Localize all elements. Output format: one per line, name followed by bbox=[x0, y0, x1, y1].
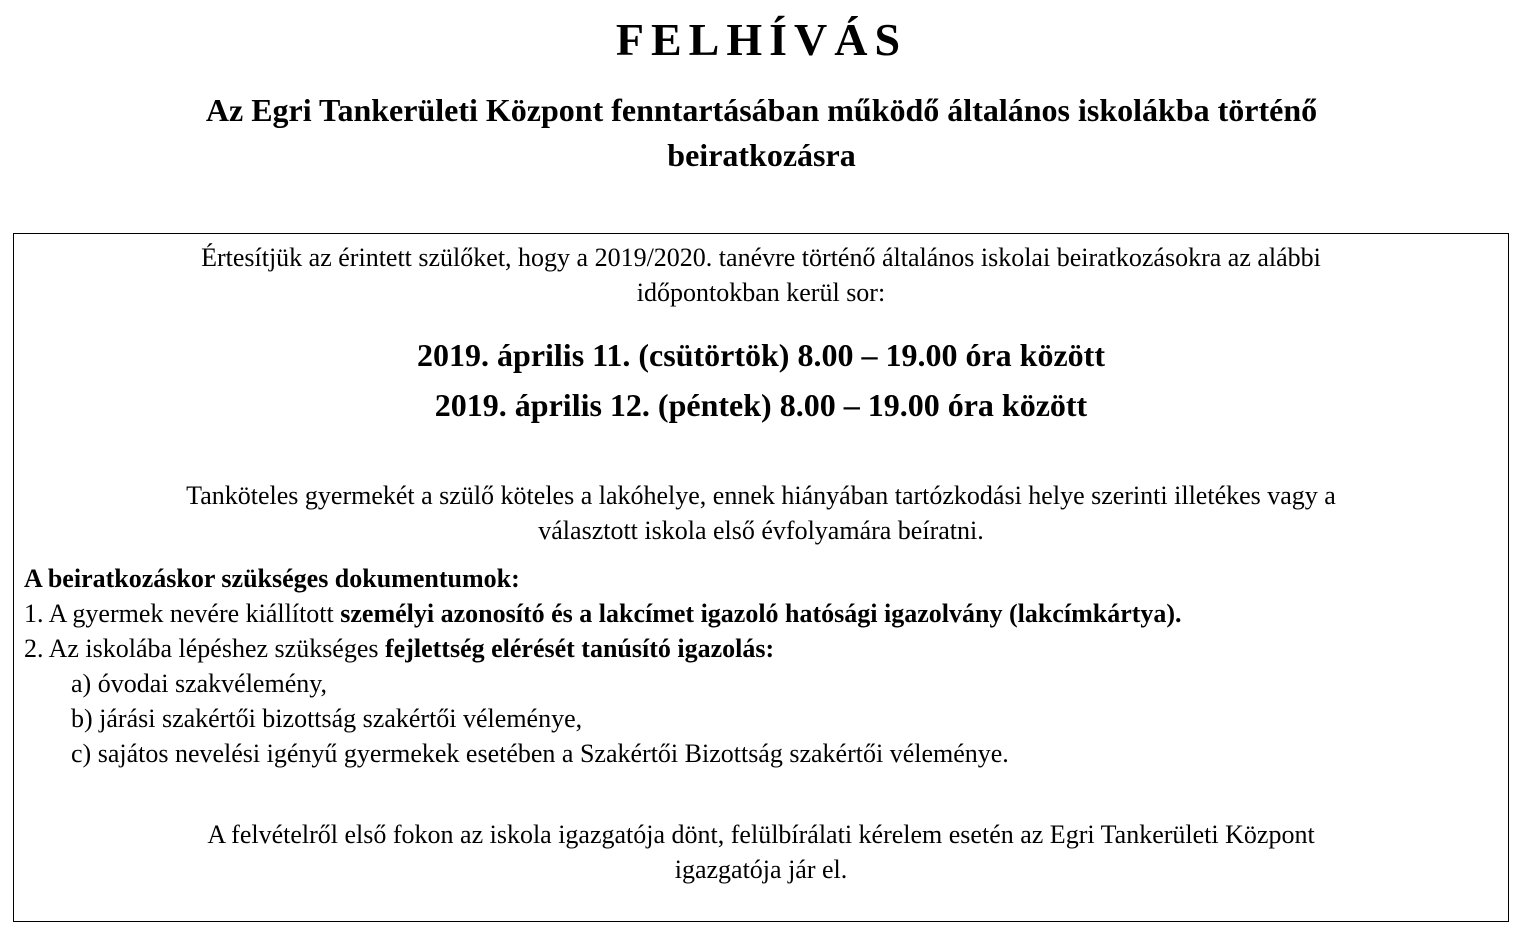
page-subtitle bbox=[60, 88, 1463, 178]
obligation-line-2: választott iskola első évfolyamára beíratni. bbox=[538, 516, 984, 545]
subtitle-line-2: beiratkozásra bbox=[667, 137, 856, 173]
enrollment-date-2: 2019. április 12. (péntek) 8.00 – 19.00 óra között bbox=[434, 387, 1088, 423]
intro-line-2: időpontokban kerül sor: bbox=[636, 278, 886, 307]
document-item-2: 2. Az iskolába lépéshez szükséges fejlettség elérését tanúsító igazolás: bbox=[24, 634, 775, 663]
page-title: FELHÍVÁS bbox=[615, 14, 908, 65]
intro-line-1: Értesítjük az érintett szülőket, hogy a 2019/2020. tanévre történő általános iskolai beiratkozásokra az alábbi bbox=[201, 243, 1321, 272]
documents-heading: A beiratkozáskor szükséges dokumentumok: bbox=[24, 564, 520, 593]
document-subitem-a: a) óvodai szakvélemény, bbox=[71, 669, 328, 698]
intro-paragraph bbox=[24, 240, 1498, 310]
document-item-1: 1. A gyermek nevére kiállított személyi azonosító és a lakcímet igazoló hatósági igazolvány (lakcímkártya). bbox=[24, 599, 1182, 628]
enrollment-date-1: 2019. április 11. (csütörtök) 8.00 – 19.00 óra között bbox=[417, 337, 1105, 373]
notice-box bbox=[13, 233, 1509, 922]
document-subitem-b: b) járási szakértői bizottság szakértői véleménye, bbox=[71, 704, 583, 733]
document-subitem-c: c) sajátos nevelési igényű gyermekek esetében a Szakértői Bizottság szakértői véleménye. bbox=[71, 739, 1009, 768]
documents-section bbox=[24, 561, 1504, 771]
obligation-paragraph bbox=[24, 478, 1498, 548]
closing-paragraph bbox=[24, 817, 1498, 887]
obligation-line-1: Tanköteles gyermekét a szülő köteles a lakóhelye, ennek hiányában tartózkodási helye szerinti illetékes vagy a bbox=[186, 481, 1336, 510]
subtitle-line-1: Az Egri Tankerületi Központ fenntartásában működő általános iskolákba történő bbox=[205, 92, 1318, 128]
closing-line-1: A felvételről első fokon az iskola igazgatója dönt, felülbírálati kérelem esetén az Egri Tankerületi Központ bbox=[207, 820, 1315, 849]
closing-line-2: igazgatója jár el. bbox=[674, 855, 848, 884]
